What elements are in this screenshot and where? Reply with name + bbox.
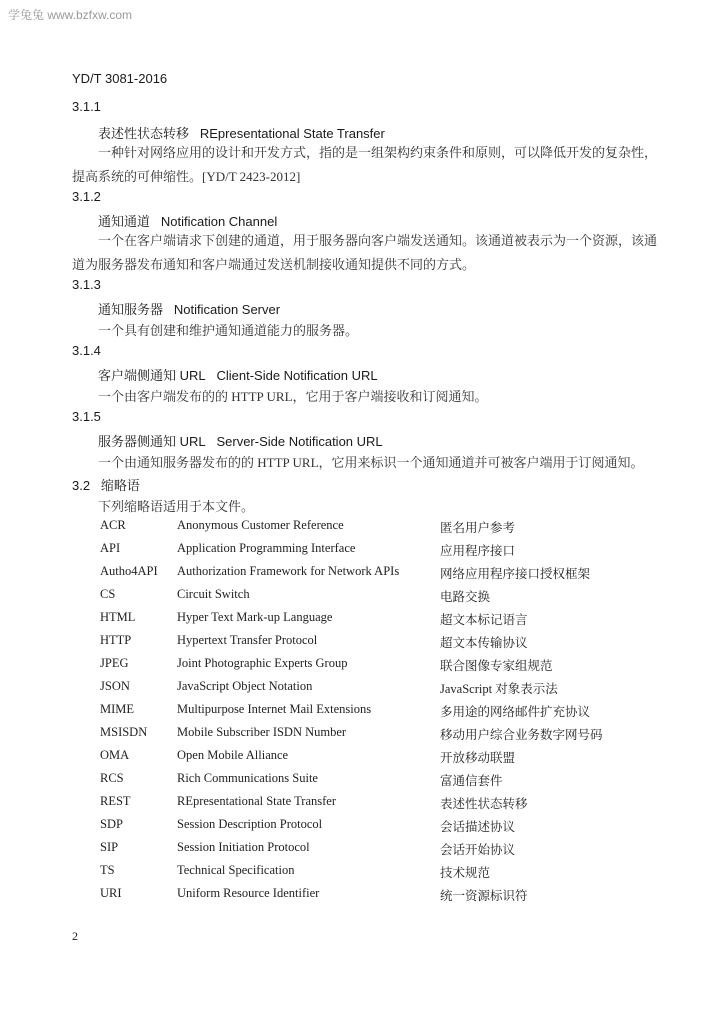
abbreviation-chinese: 统一资源标识符	[440, 889, 528, 903]
term-en: Server-Side Notification URL	[216, 434, 383, 449]
term-zh: 通知服务器	[98, 302, 164, 317]
abbreviation: OMA	[100, 748, 130, 762]
abbreviation-english: Session Initiation Protocol	[177, 840, 310, 854]
abbreviation-english: Circuit Switch	[177, 587, 250, 601]
abbreviation: RCS	[100, 771, 124, 785]
abbreviation: REST	[100, 794, 131, 808]
abbreviation-chinese: 匿名用户参考	[440, 521, 516, 535]
abbreviation: SDP	[100, 817, 123, 831]
abbreviation-row	[100, 656, 660, 679]
abbreviation-english: Anonymous Customer Reference	[177, 518, 344, 532]
abbreviation-chinese: 超文本传输协议	[440, 636, 528, 650]
watermark-text: 学兔兔 www.bzfxw.com	[8, 8, 133, 22]
abbrev-section-title: 缩略语	[100, 478, 140, 493]
term-en: REpresentational State Transfer	[199, 126, 385, 141]
abbreviation: JSON	[100, 679, 130, 693]
abbreviation: ACR	[100, 518, 126, 532]
definition-3-1-5: 一个由通知服务器发布的的 HTTP URL，它用来标识一个通知通道并可被客户端用于订阅通知。	[98, 455, 644, 470]
abbreviation: HTTP	[100, 633, 132, 647]
abbreviation-chinese: 应用程序接口	[440, 544, 516, 558]
abbreviation-row	[100, 633, 660, 656]
page-number: 2	[72, 929, 78, 943]
abbreviation: CS	[100, 587, 116, 601]
abbreviation: MSISDN	[100, 725, 148, 739]
abbreviation-english: Session Description Protocol	[177, 817, 323, 831]
abbreviation-chinese: 电路交换	[440, 590, 491, 604]
term-heading-3-1-4	[98, 365, 378, 384]
term-en: Notification Server	[173, 302, 281, 317]
abbrev-section-number: 3.2	[72, 478, 91, 493]
abbreviation-english: JavaScript Object Notation	[177, 679, 313, 693]
definition-3-1-3: 一个具有创建和维护通知通道能力的服务器。	[98, 323, 359, 338]
abbreviation-english: Mobile Subscriber ISDN Number	[177, 725, 347, 739]
definition-3-1-1	[72, 141, 658, 189]
abbreviation-chinese: 多用途的网络邮件扩充协议	[440, 705, 591, 719]
definition-text: 一种针对网络应用的设计和开发方式，指的是一组架构约束条件和原则，可以降低开发的复杂性，提高系统的可伸缩性。[YD/T 2423-2012]	[72, 145, 658, 184]
abbrev-intro: 下列缩略语适用于本文件。	[98, 499, 255, 514]
term-en: Client-Side Notification URL	[216, 368, 378, 383]
abbreviation-chinese: 移动用户综合业务数字网号码	[440, 728, 603, 742]
abbreviation: SIP	[100, 840, 119, 854]
abbreviation-row	[100, 702, 660, 725]
section-number-3-1-4: 3.1.4	[72, 343, 101, 358]
abbreviation-row	[100, 564, 660, 587]
term-heading-3-1-3	[98, 299, 280, 318]
abbreviation-english: REpresentational State Transfer	[177, 794, 336, 808]
abbreviation-english: Authorization Framework for Network APIs	[177, 564, 400, 578]
section-number-3-1-3: 3.1.3	[72, 277, 101, 292]
abbreviation-row	[100, 863, 660, 886]
term-heading-3-1-5	[98, 431, 383, 450]
abbreviation: API	[100, 541, 121, 555]
abbreviation: URI	[100, 886, 122, 900]
section-number-3-1-1: 3.1.1	[72, 99, 101, 114]
section-number-3-1-5: 3.1.5	[72, 409, 101, 424]
section-number-3-1-2: 3.1.2	[72, 189, 101, 204]
abbreviation-chinese: 会话开始协议	[440, 843, 516, 857]
definition-3-1-2	[72, 229, 658, 277]
abbreviation-row	[100, 518, 660, 541]
abbreviation-english: Multipurpose Internet Mail Extensions	[177, 702, 372, 716]
abbreviation-english: Rich Communications Suite	[177, 771, 318, 785]
abbrev-section-heading	[72, 475, 140, 494]
document-number: YD/T 3081-2016	[72, 71, 168, 86]
term-zh: 通知通道	[98, 214, 151, 229]
abbreviation: HTML	[100, 610, 136, 624]
definition-text: 一个在客户端请求下创建的通道，用于服务器向客户端发送通知。该通道被表示为一个资源，该通道为服务器发布通知和客户端通过发送机制接收通知提供不同的方式。	[72, 233, 658, 272]
abbreviation: TS	[100, 863, 115, 877]
abbreviation-chinese: 超文本标记语言	[440, 613, 528, 627]
abbreviation-chinese: JavaScript 对象表示法	[440, 682, 558, 696]
abbreviation-chinese: 富通信套件	[440, 774, 503, 788]
abbreviation: Autho4API	[100, 564, 158, 578]
abbreviation-row	[100, 748, 660, 771]
abbreviation-row	[100, 725, 660, 748]
abbreviation-row	[100, 840, 660, 863]
abbreviation-english: Open Mobile Alliance	[177, 748, 289, 762]
abbreviation-chinese: 会话描述协议	[440, 820, 516, 834]
abbreviation-row	[100, 610, 660, 633]
abbreviation-english: Hypertext Transfer Protocol	[177, 633, 318, 647]
abbreviation-english: Technical Specification	[177, 863, 295, 877]
abbreviation-row	[100, 771, 660, 794]
abbreviation-row	[100, 794, 660, 817]
abbreviation-row	[100, 679, 660, 702]
term-zh: 表述性状态转移	[98, 126, 190, 141]
abbreviation: MIME	[100, 702, 135, 716]
abbreviation-chinese: 联合图像专家组规范	[440, 659, 553, 673]
abbreviation-chinese: 表述性状态转移	[440, 797, 528, 811]
definition-3-1-4: 一个由客户端发布的的 HTTP URL，它用于客户端接收和订阅通知。	[98, 389, 488, 404]
term-en: Notification Channel	[160, 214, 278, 229]
abbreviation-row	[100, 817, 660, 840]
abbreviation-english: Uniform Resource Identifier	[177, 886, 320, 900]
abbreviation-chinese: 技术规范	[440, 866, 491, 880]
abbreviation-row	[100, 587, 660, 610]
abbreviation: JPEG	[100, 656, 129, 670]
abbreviation-chinese: 开放移动联盟	[440, 751, 516, 765]
term-heading-3-1-2	[98, 211, 277, 230]
abbreviation-english: Joint Photographic Experts Group	[177, 656, 348, 670]
abbreviation-english: Hyper Text Mark-up Language	[177, 610, 333, 624]
abbreviation-chinese: 网络应用程序接口授权框架	[440, 567, 591, 581]
abbreviation-row	[100, 886, 660, 909]
term-zh: 服务器侧通知 URL	[98, 434, 206, 449]
term-heading-3-1-1	[98, 123, 385, 142]
abbreviation-english: Application Programming Interface	[177, 541, 356, 555]
term-zh: 客户端侧通知 URL	[98, 368, 206, 383]
abbreviation-row	[100, 541, 660, 564]
